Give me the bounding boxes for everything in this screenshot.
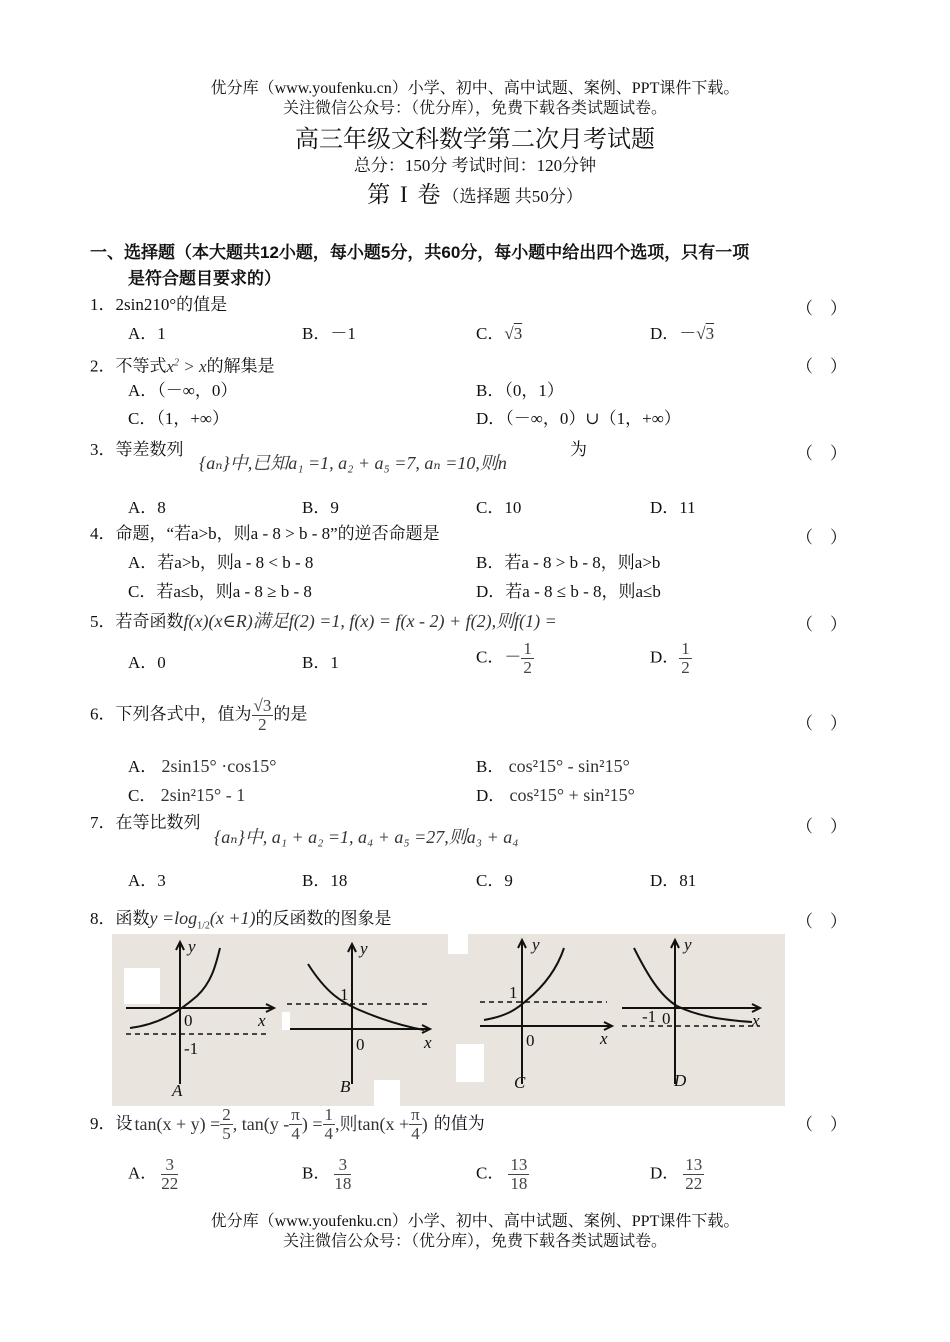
sqrt-radicand: 3	[513, 324, 523, 343]
option-d: D．若a - 8 ≤ b - 8，则a≤b	[476, 582, 661, 601]
fraction	[289, 1106, 302, 1143]
option-c	[476, 323, 522, 345]
question-stem-post: 的值为	[433, 1114, 485, 1133]
option-c: C．9	[476, 871, 513, 890]
graph-b-x-label: x	[424, 1033, 432, 1052]
option-c	[128, 784, 245, 807]
part-note: （选择题 共50分）	[442, 187, 583, 206]
graph-a	[126, 942, 274, 1084]
question-stem-pre: 不等式	[115, 356, 167, 376]
question-7-math: {aₙ}中, a₁ + a₂ =1, a₄ + a₅ =27,则a₃ + a₄	[214, 827, 519, 847]
graph-b-mark: 1	[340, 985, 349, 1004]
option-label: D．－	[650, 324, 697, 343]
option-b: B．1	[302, 653, 339, 672]
part-heading	[0, 176, 950, 209]
scan-mask	[456, 1044, 484, 1082]
question-5	[90, 610, 557, 633]
graph-options-svg	[112, 934, 785, 1106]
option-a: A．0	[128, 653, 166, 672]
denominator: 4	[291, 1123, 300, 1143]
header-line-2: 关注微信公众号：（优分库），免费下载各类试题试卷。	[282, 100, 667, 117]
graph-b-zero: 0	[356, 1035, 365, 1054]
answer-blank: （ ）	[796, 817, 847, 836]
log-base: 1/2	[197, 920, 210, 932]
option-c	[476, 640, 534, 677]
question-number: 7．	[90, 813, 116, 832]
question-stem-pre: 等差数列	[115, 440, 184, 459]
denominator: 4	[324, 1123, 334, 1143]
numerator: π	[291, 1104, 300, 1124]
graph-d-zero: 0	[662, 1009, 671, 1028]
answer-blank: （ ）	[796, 615, 847, 634]
graph-c-x-label: x	[600, 1029, 608, 1048]
question-stem-pre: 在等比数列	[115, 813, 201, 832]
graph-b	[287, 944, 430, 1084]
option-math: cos²15° + sin²15°	[509, 785, 635, 805]
option-d	[650, 1156, 704, 1193]
option-b: B．（0，1）	[476, 381, 564, 400]
option-a: A．8	[128, 498, 166, 517]
math-part: tan(x + y) =	[134, 1114, 221, 1134]
option-d: D．11	[650, 498, 696, 517]
option-math: 2sin²15° - 1	[160, 785, 246, 805]
graph-c-zero: 0	[526, 1031, 535, 1050]
option-b	[476, 755, 630, 778]
question-stem-pre: 函数	[115, 909, 150, 928]
graph-d-mark: -1	[642, 1007, 657, 1026]
numerator: 13	[685, 1155, 703, 1174]
fraction	[334, 1156, 351, 1193]
option-b: B．9	[302, 498, 339, 517]
graph-b-label: B	[340, 1077, 351, 1096]
option-a	[128, 755, 276, 778]
question-stem-post: 的解集是	[206, 356, 275, 376]
page-title: 高三年级文科数学第二次月考试题	[295, 127, 655, 153]
scan-mask	[448, 934, 468, 954]
numerator: 3	[334, 1156, 351, 1175]
question-1	[90, 294, 227, 316]
graph-a-y-label: y	[188, 937, 196, 956]
graph-c-y-label: y	[532, 935, 540, 954]
math-part: )	[421, 1114, 428, 1134]
numerator: √3	[253, 696, 272, 715]
option-c: C．（1，+∞）	[128, 409, 230, 428]
option-label: A．	[128, 1163, 158, 1183]
option-c: C．10	[476, 498, 522, 517]
numerator: 1	[681, 639, 690, 658]
denominator: 2	[681, 658, 690, 677]
inequality-math: $x^2 > x$	[166, 356, 207, 376]
fraction	[323, 1106, 336, 1143]
graph-b-y-label: y	[360, 939, 368, 958]
option-a: A．若a>b，则a - 8 < b - 8	[128, 553, 314, 572]
scan-mask	[124, 968, 160, 1004]
answer-blank: （ ）	[796, 912, 847, 931]
part-label: 第 I 卷	[367, 182, 443, 207]
graph-options-image	[112, 934, 785, 1106]
math-part: ) =	[301, 1114, 323, 1134]
scan-mask	[282, 1012, 290, 1030]
question-number: 3．	[90, 440, 116, 459]
denominator: 2	[258, 715, 267, 734]
question-stem-post: 的是	[273, 704, 308, 724]
option-a: A．（－∞，0）	[128, 381, 238, 400]
option-b	[302, 1156, 351, 1193]
answer-blank: （ ）	[796, 714, 847, 733]
option-a: A．1	[128, 324, 166, 343]
denominator: 2	[523, 658, 532, 677]
question-4	[90, 523, 440, 545]
denominator: 5	[222, 1123, 231, 1143]
question-6	[90, 697, 307, 747]
option-d: D．（－∞，0）∪（1，+∞）	[476, 409, 681, 428]
question-2	[90, 352, 275, 378]
answer-blank: （ ）	[796, 299, 847, 318]
graph-c-label: C	[514, 1073, 526, 1092]
math-part: ,则tan(x +	[335, 1114, 410, 1134]
answer-blank: （ ）	[796, 357, 847, 376]
footer-line-2: 关注微信公众号：（优分库），免费下载各类试题试卷。	[282, 1233, 667, 1250]
denominator: 22	[161, 1174, 179, 1193]
option-label: C．	[476, 324, 505, 343]
header-line-1: 优分库（www.youfenku.cn）小学、初中、高中试题、案例、PPT课件下载。	[210, 80, 740, 97]
answer-blank: （ ）	[796, 528, 847, 547]
footer-line-1: 优分库（www.youfenku.cn）小学、初中、高中试题、案例、PPT课件下载。	[210, 1213, 740, 1230]
graph-c-mark: 1	[509, 983, 518, 1002]
question-stem-pre: 设	[115, 1114, 133, 1133]
question-7	[90, 812, 201, 834]
question-3	[90, 439, 184, 461]
option-label: D．	[650, 647, 680, 667]
option-label: A．	[128, 757, 158, 776]
option-d: D．81	[650, 871, 697, 890]
question-math: f(x)(x∈R)满足f(2) =1, f(x) = f(x - 2) + f(2),则f(1) =	[183, 611, 557, 631]
graph-a-mark: -1	[184, 1039, 199, 1058]
question-3-post: 为	[570, 440, 587, 459]
question-8	[90, 907, 392, 937]
question-stem: 命题，“若a>b，则a - 8 > b - 8”的逆否命题是	[115, 524, 440, 543]
denominator: 18	[510, 1174, 528, 1193]
option-d	[650, 323, 714, 345]
option-label: C．	[476, 1163, 505, 1183]
fraction	[220, 1106, 233, 1143]
sqrt-symbol: √	[504, 324, 514, 343]
question-stem: 2sin210°的值是	[115, 295, 228, 314]
question-number: 8．	[90, 909, 116, 928]
option-label: D．	[476, 786, 506, 805]
option-label: D．	[650, 1163, 680, 1183]
option-math: cos²15° - sin²15°	[508, 756, 630, 776]
math-part: , tan(y -	[232, 1114, 290, 1134]
section-heading-line-2: 是符合题目要求的）	[128, 269, 281, 288]
graph-d-x-label: x	[752, 1011, 760, 1030]
numerator: π	[411, 1104, 420, 1124]
fraction	[409, 1106, 422, 1143]
option-label: B．	[302, 1163, 331, 1183]
question-stem-pre: 下列各式中，值为	[115, 704, 252, 724]
answer-blank: （ ）	[796, 444, 847, 463]
fraction	[252, 697, 274, 734]
sqrt-symbol: √	[696, 324, 706, 343]
option-label: C．－	[476, 647, 522, 667]
log-math: y =log	[149, 908, 198, 928]
denominator: 4	[411, 1123, 420, 1143]
question-number: 5．	[90, 612, 116, 631]
numerator: 2	[222, 1104, 231, 1124]
question-stem-post: 的反函数的图象是	[255, 909, 392, 928]
section-heading-line-1: 一、选择题（本大题共12小题，每小题5分，共60分，每小题中给出四个选项，只有一项	[90, 243, 750, 262]
sqrt-radicand: 3	[705, 324, 715, 343]
question-number: 9．	[90, 1114, 116, 1133]
graph-a-label: A	[172, 1081, 183, 1100]
numerator: 1	[523, 639, 532, 658]
question-number: 1．	[90, 295, 116, 314]
option-b: B．18	[302, 871, 348, 890]
option-a	[128, 1156, 178, 1193]
question-number: 4．	[90, 524, 116, 543]
question-3-math: {aₙ}中,已知a₁ =1, a₂ + a₅ =7, aₙ =10,则n	[199, 453, 507, 473]
option-label: C．	[128, 786, 157, 805]
option-b: B．－1	[302, 324, 356, 343]
answer-blank: （ ）	[796, 1115, 847, 1134]
fraction	[683, 1156, 704, 1193]
question-stem-pre: 若奇函数	[115, 612, 184, 631]
numerator: 13	[510, 1155, 528, 1174]
fraction	[679, 640, 692, 677]
graph-d-y-label: y	[684, 935, 692, 954]
option-label: B．	[476, 757, 505, 776]
denominator: 22	[685, 1174, 703, 1193]
numerator: 3	[161, 1156, 178, 1175]
numerator: 1	[324, 1104, 334, 1124]
fraction	[508, 1156, 529, 1193]
option-d	[650, 640, 692, 677]
option-b: B．若a - 8 > b - 8，则a>b	[476, 553, 661, 572]
page-subtitle: 总分：150分 考试时间：120分钟	[353, 156, 597, 175]
graph-c	[480, 940, 612, 1084]
question-number: 6．	[90, 704, 116, 724]
denominator: 18	[334, 1174, 352, 1193]
question-number: 2．	[90, 356, 116, 376]
graph-d-label: D	[674, 1071, 687, 1090]
graph-a-x-label: x	[258, 1011, 266, 1030]
option-a: A．3	[128, 871, 166, 890]
graph-a-zero: 0	[184, 1011, 193, 1030]
option-c	[476, 1156, 529, 1193]
fraction	[521, 640, 534, 677]
option-c: C．若a≤b，则a - 8 ≥ b - 8	[128, 582, 312, 601]
question-9	[90, 1100, 485, 1148]
option-d	[476, 784, 635, 807]
log-argument: (x +1)	[209, 908, 256, 928]
fraction	[161, 1156, 178, 1193]
option-math: 2sin15° ·cos15°	[161, 756, 277, 776]
